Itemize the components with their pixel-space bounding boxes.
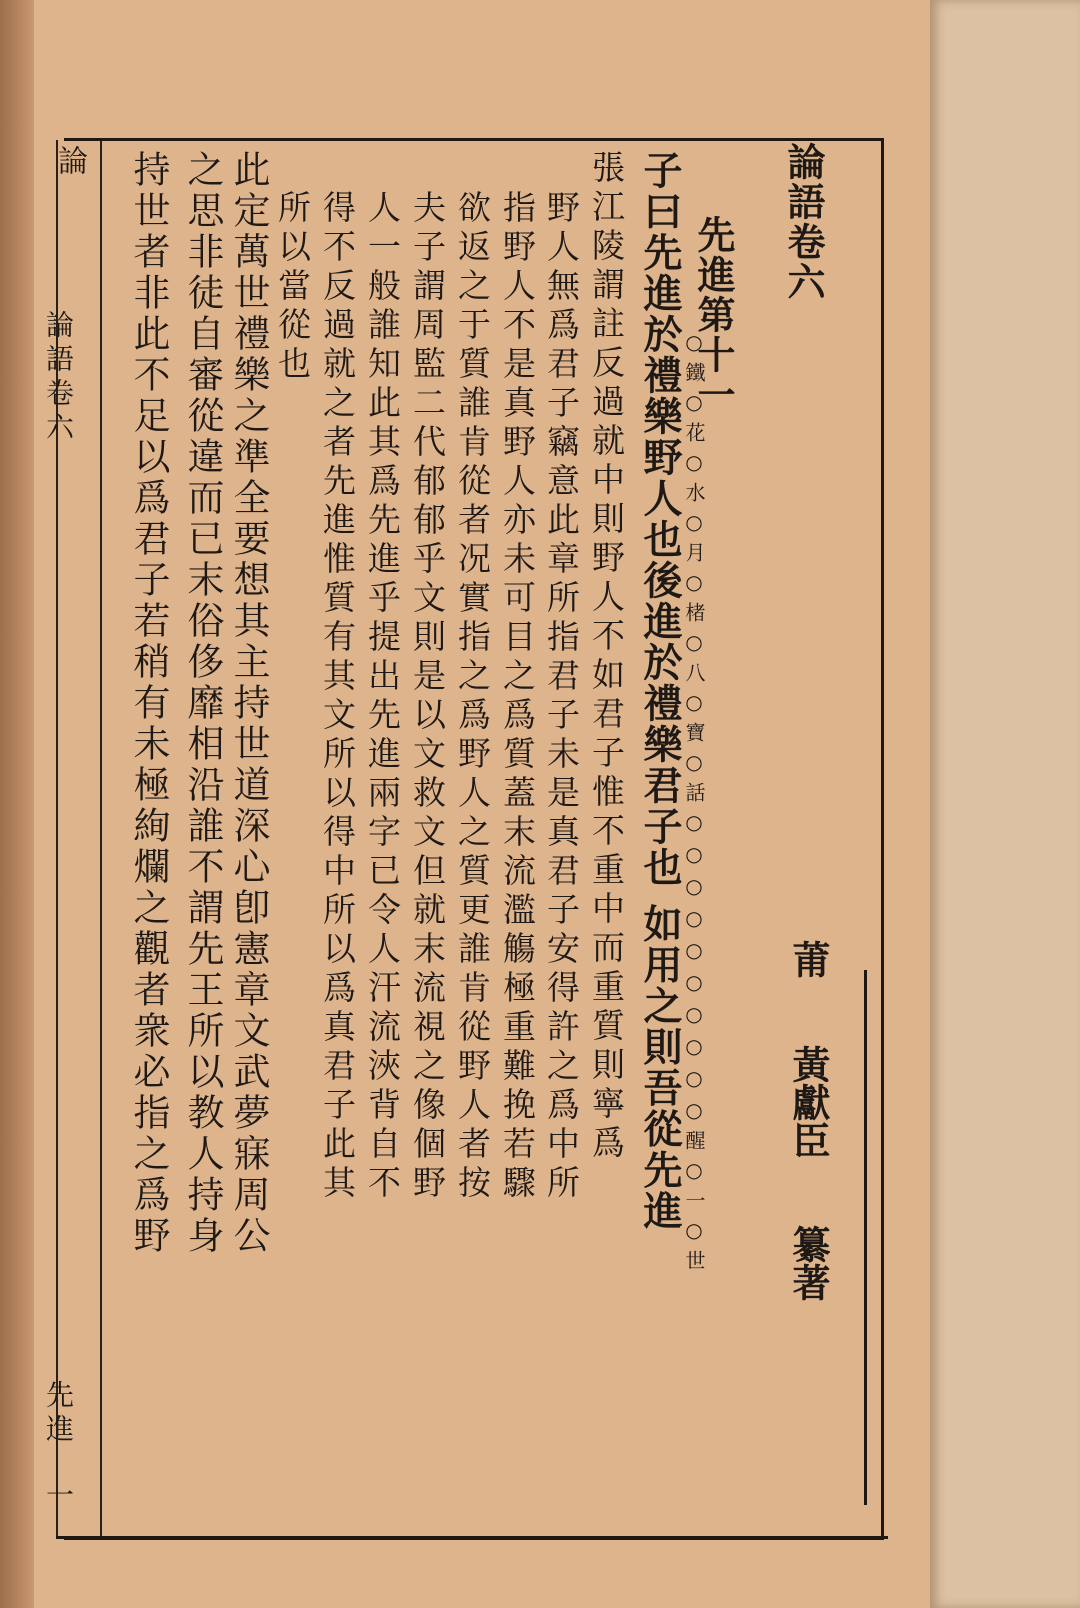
facing-page bbox=[930, 0, 1080, 1608]
commentary-column-4: 欲返之于質誰肯從者况實指之爲野人之質更誰肯從野人者按 bbox=[453, 190, 492, 1204]
margin-section: 先進 bbox=[42, 1380, 75, 1448]
commentary-column-6: 人一般誰知此其爲先進乎提出先進兩字已令人汗流浹背自不 bbox=[363, 190, 402, 1204]
commentary-column-10: 之思非徒自審從違而已末俗侈靡相沿誰不謂先王所以教人持身 bbox=[181, 150, 224, 1257]
commentary-column-2: 野人無爲君子竊意此章所指君子未是真君子安得許之爲中所 bbox=[542, 190, 581, 1204]
book-title: 論語卷六 bbox=[781, 142, 826, 302]
chapter-heading: 先進第十一 bbox=[691, 215, 736, 415]
main-text-column: 子曰先進於禮樂野人也後進於禮樂君子也 如用之則吾從先進 bbox=[637, 150, 683, 1232]
author-divider-line bbox=[864, 970, 867, 1505]
fold-margin-line bbox=[100, 140, 102, 1536]
commentary-column-5: 夫子謂周監二代郁郁乎文則是以文救文但就末流視之像個野 bbox=[408, 190, 447, 1204]
commentary-column-3: 指野人不是真野人亦未可目之爲質蓋末流濫觴極重難挽若驟 bbox=[498, 190, 537, 1204]
frame-bottom-line bbox=[56, 1536, 888, 1539]
commentary-column-11: 持世者非此不足以爲君子若稍有未極絢爛之觀者衆必指之爲野 bbox=[127, 150, 170, 1257]
author-role: 纂著 bbox=[786, 1225, 831, 1301]
author-name: 黃獻臣 bbox=[786, 1045, 831, 1159]
margin-top-char: 論 bbox=[52, 145, 87, 181]
book-spine-edge bbox=[0, 0, 34, 1608]
phonetic-annotation-column: ○鐵○花○水○月○楮○八○寶○話○○○○○○○○○○醒○一○世 bbox=[682, 330, 706, 1278]
commentary-column-8: 所以當從也 bbox=[273, 190, 312, 385]
commentary-column-1: 張江陵謂註反過就中則野人不如君子惟不重中而重質則寧爲 bbox=[587, 150, 626, 1164]
commentary-column-9: 此定萬世禮樂之準全要想其主持世道深心卽憲章文武夢寐周公 bbox=[227, 150, 270, 1257]
margin-title: 論語卷六 bbox=[42, 310, 75, 446]
commentary-column-7: 得不反過就之者先進惟質有其文所以得中所以爲真君子此其 bbox=[318, 190, 357, 1204]
book-page bbox=[34, 0, 930, 1608]
author-prefix: 莆 bbox=[786, 940, 831, 978]
margin-page-number: 一 bbox=[42, 1480, 75, 1514]
